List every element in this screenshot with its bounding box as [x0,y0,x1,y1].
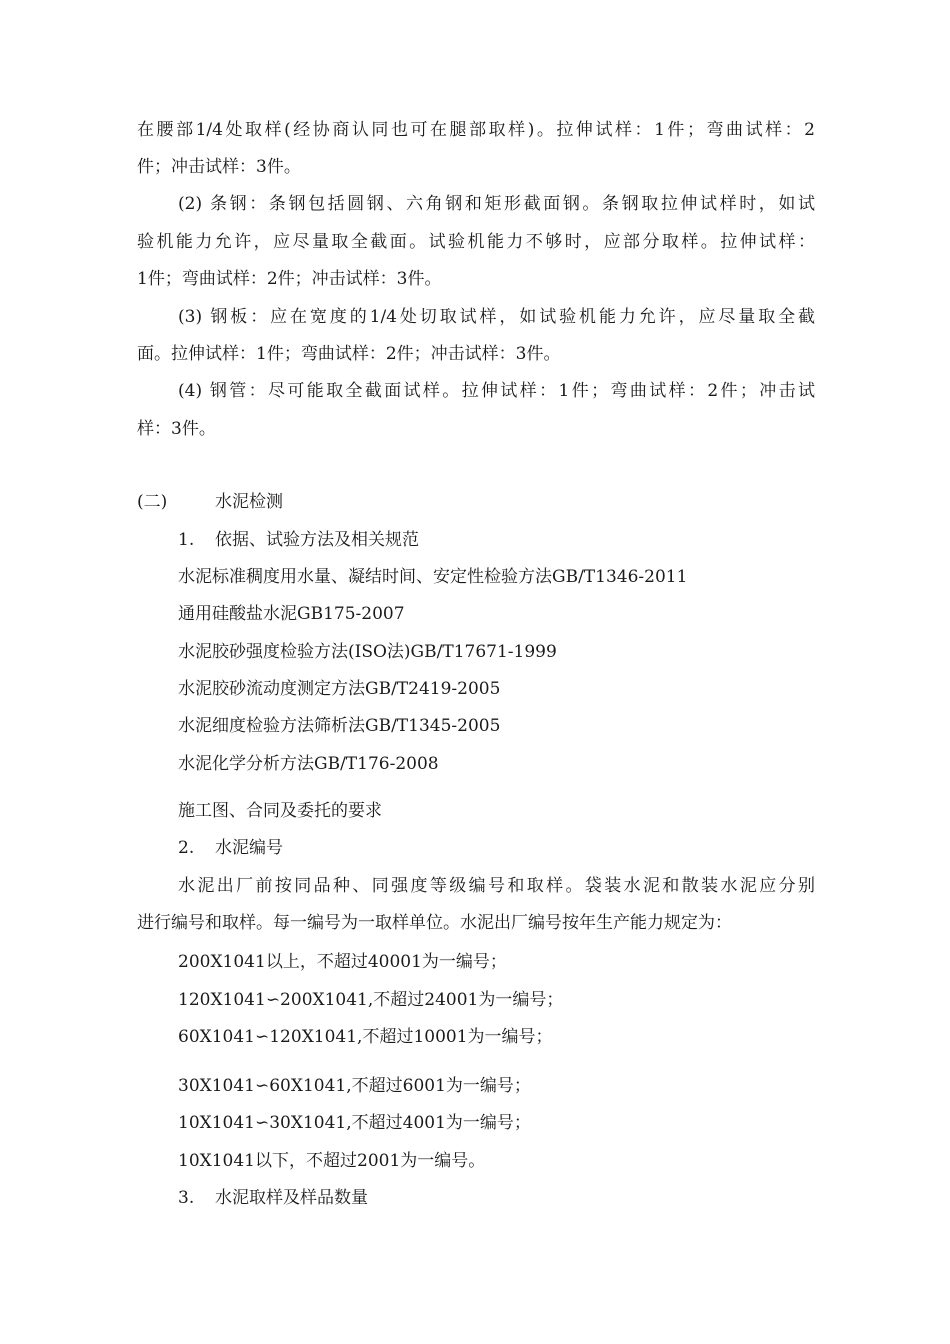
bar-steel-line-3: 1件；弯曲试样：2件；冲击试样：3件。 [137,269,442,289]
standard-item: 水泥细度检验方法筛析法GB/T1345-2005 [178,716,501,736]
capacity-rule: 60X1041∽120X1041,不超过10001为一编号； [178,1027,553,1047]
standard-item: 通用硅酸盐水泥GB175-2007 [178,604,405,624]
capacity-rule: 30X1041∽60X1041,不超过6001为一编号； [178,1076,531,1096]
pipe-steel-line-1: (4) 钢管：尽可能取全截面试样。拉伸试样：1件；弯曲试样：2件；冲击试 [178,381,815,401]
subsection-2-number: 2. [178,838,195,858]
bar-steel-line-1: (2) 条钢：条钢包括圆钢、六角钢和矩形截面钢。条钢取拉伸试样时，如试 [178,194,815,214]
capacity-rule: 10X1041∽30X1041,不超过4001为一编号； [178,1113,531,1133]
numbering-line-2: 进行编号和取样。每一编号为一取样单位。水泥出厂编号按年生产能力规定为： [137,913,732,933]
steel-intro-line-1: 在腰部1/4处取样(经协商认同也可在腿部取样)。拉伸试样：1件；弯曲试样：2 [137,120,815,140]
capacity-rule: 200X1041以上，不超过40001为一编号； [178,952,507,972]
standard-item: 水泥化学分析方法GB/T176-2008 [178,754,439,774]
standard-item: 水泥胶砂流动度测定方法GB/T2419-2005 [178,679,501,699]
numbering-line-1: 水泥出厂前按同品种、同强度等级编号和取样。袋装水泥和散装水泥应分别 [178,876,815,896]
section-title: 水泥检测 [215,492,283,512]
capacity-rule: 10X1041以下，不超过2001为一编号。 [178,1151,486,1171]
bar-steel-line-2: 验机能力允许，应尽量取全截面。试验机能力不够时，应部分取样。拉伸试样： [137,232,815,252]
capacity-rule: 120X1041∽200X1041,不超过24001为一编号； [178,990,564,1010]
subsection-1-title: 依据、试验方法及相关规范 [215,530,419,550]
standard-item: 水泥胶砂强度检验方法(ISO法)GB/T17671-1999 [178,642,557,662]
requirements-line: 施工图、合同及委托的要求 [178,801,382,821]
subsection-3-title: 水泥取样及样品数量 [215,1188,368,1208]
standard-item: 水泥标准稠度用水量、凝结时间、安定性检验方法GB/T1346-2011 [178,567,688,587]
subsection-3-number: 3. [178,1188,195,1208]
subsection-1-number: 1. [178,530,195,550]
section-number: (二) [137,492,168,512]
plate-steel-line-2: 面。拉伸试样：1件；弯曲试样：2件；冲击试样：3件。 [137,344,561,364]
subsection-2-title: 水泥编号 [215,838,283,858]
plate-steel-line-1: (3) 钢板：应在宽度的1/4处切取试样，如试验机能力允许，应尽量取全截 [178,307,815,327]
steel-intro-line-2: 件；冲击试样：3件。 [137,157,301,177]
pipe-steel-line-2: 样：3件。 [137,419,216,439]
